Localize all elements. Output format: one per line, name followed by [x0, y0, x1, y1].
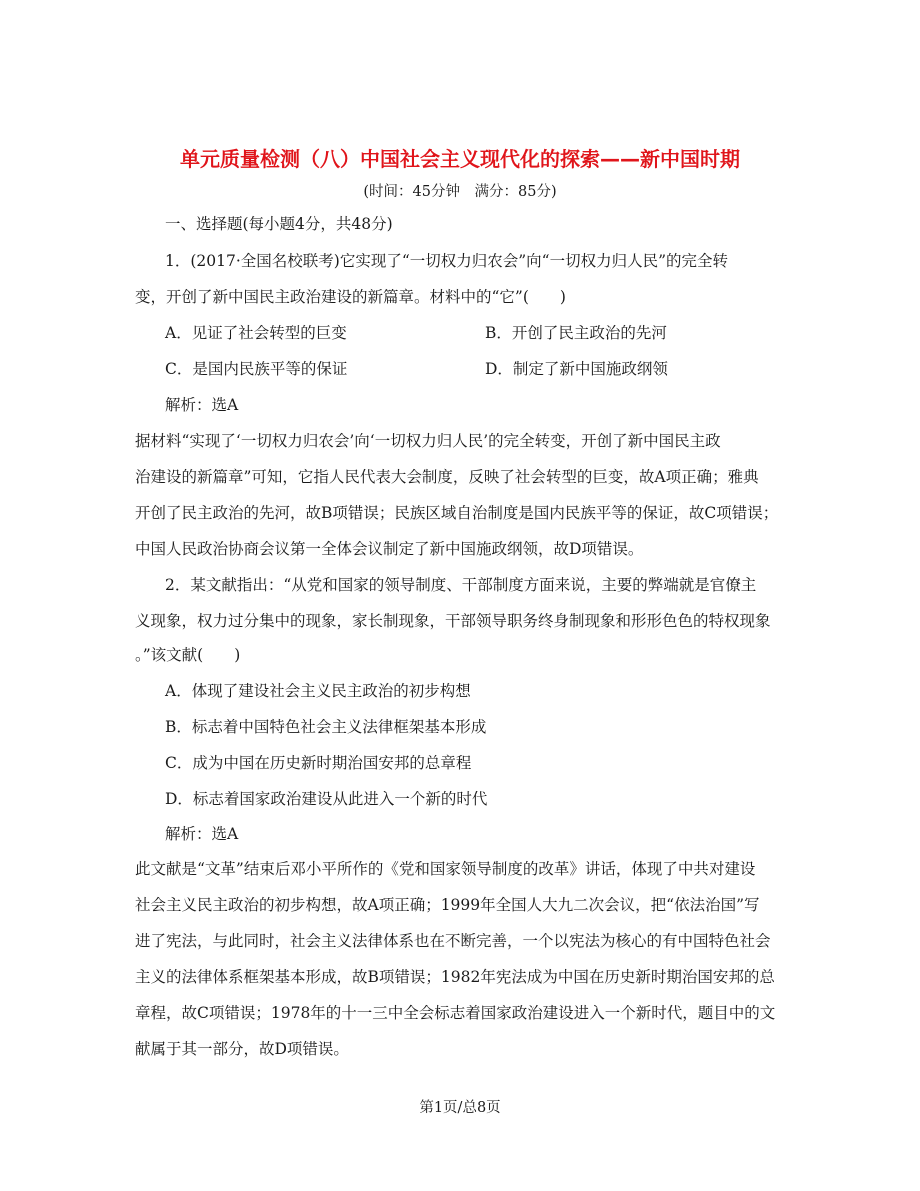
q1-option-a: A．见证了社会转型的巨变: [165, 324, 347, 342]
section-heading: 一、选择题(每小题4分，共48分): [165, 215, 393, 233]
q2-explanation-line: 此文献是“文革”结束后邓小平所作的《党和国家领导制度的改革》讲话，体现了中共对建设: [135, 860, 756, 878]
q2-explanation-line: 社会主义民主政治的初步构想，故A项正确；1999年全国人大九二次会议，把“依法治国”写: [135, 896, 760, 914]
q2-explanation-line: 献属于其一部分，故D项错误。: [135, 1040, 349, 1058]
q1-option-c: C．是国内民族平等的保证: [165, 360, 348, 378]
q1-answer: 解析：选A: [165, 396, 239, 414]
q2-option-c: C．成为中国在历史新时期治国安邦的总章程: [165, 754, 472, 772]
q1-option-d: D．制定了新中国施政纲领: [485, 360, 668, 378]
q2-option-a: A．体现了建设社会主义民主政治的初步构想: [165, 682, 471, 700]
q1-stem-line1: 1．(2017·全国名校联考)它实现了“一切权力归农会”向“一切权力归人民”的完全转: [165, 252, 729, 270]
q1-explanation-line: 据材料“实现了‘一切权力归农会’向‘一切权力归人民’的完全转变，开创了新中国民主政: [135, 432, 721, 450]
q2-option-b: B．标志着中国特色社会主义法律框架基本形成: [165, 718, 487, 736]
q2-answer: 解析：选A: [165, 825, 239, 843]
q2-stem-line3: 。”该文献( ): [135, 646, 241, 664]
q1-explanation-line: 开创了民主政治的先河，故B项错误；民族区域自治制度是国内民族平等的保证，故C项错误；: [135, 504, 779, 522]
q2-option-d: D．标志着国家政治建设从此进入一个新的时代: [165, 790, 488, 808]
q1-option-b: B．开创了民主政治的先河: [485, 324, 667, 342]
q2-stem-line1: 2．某文献指出：“从党和国家的领导制度、干部制度方面来说，主要的弊端就是官僚主: [165, 576, 757, 594]
exam-info: (时间：45分钟 满分：85分): [363, 184, 557, 200]
page-number: 第1页/总8页: [419, 1100, 501, 1116]
q2-stem-line2: 义现象，权力过分集中的现象，家长制现象，干部领导职务终身制现象和形形色色的特权现象: [135, 612, 771, 630]
q1-explanation-line: 治建设的新篇章”可知，它指人民代表大会制度，反映了社会转型的巨变，故A项正确；雅典: [135, 468, 759, 486]
q2-explanation-line: 主义的法律体系框架基本形成，故B项错误；1982年宪法成为中国在历史新时期治国安邦的总: [135, 968, 775, 986]
q1-stem-line2: 变，开创了新中国民主政治建设的新篇章。材料中的“它”( ): [135, 288, 566, 306]
q1-explanation-line: 中国人民政治协商会议第一全体会议制定了新中国施政纲领，故D项错误。: [135, 540, 644, 558]
page-title: 单元质量检测（八）中国社会主义现代化的探索——新中国时期: [180, 147, 740, 171]
q2-explanation-line: 章程，故C项错误；1978年的十一三中全会标志着国家政治建设进入一个新时代，题目中的文: [135, 1004, 776, 1022]
q2-explanation-line: 进了宪法，与此同时，社会主义法律体系也在不断完善，一个以宪法为核心的有中国特色社会: [135, 932, 771, 950]
